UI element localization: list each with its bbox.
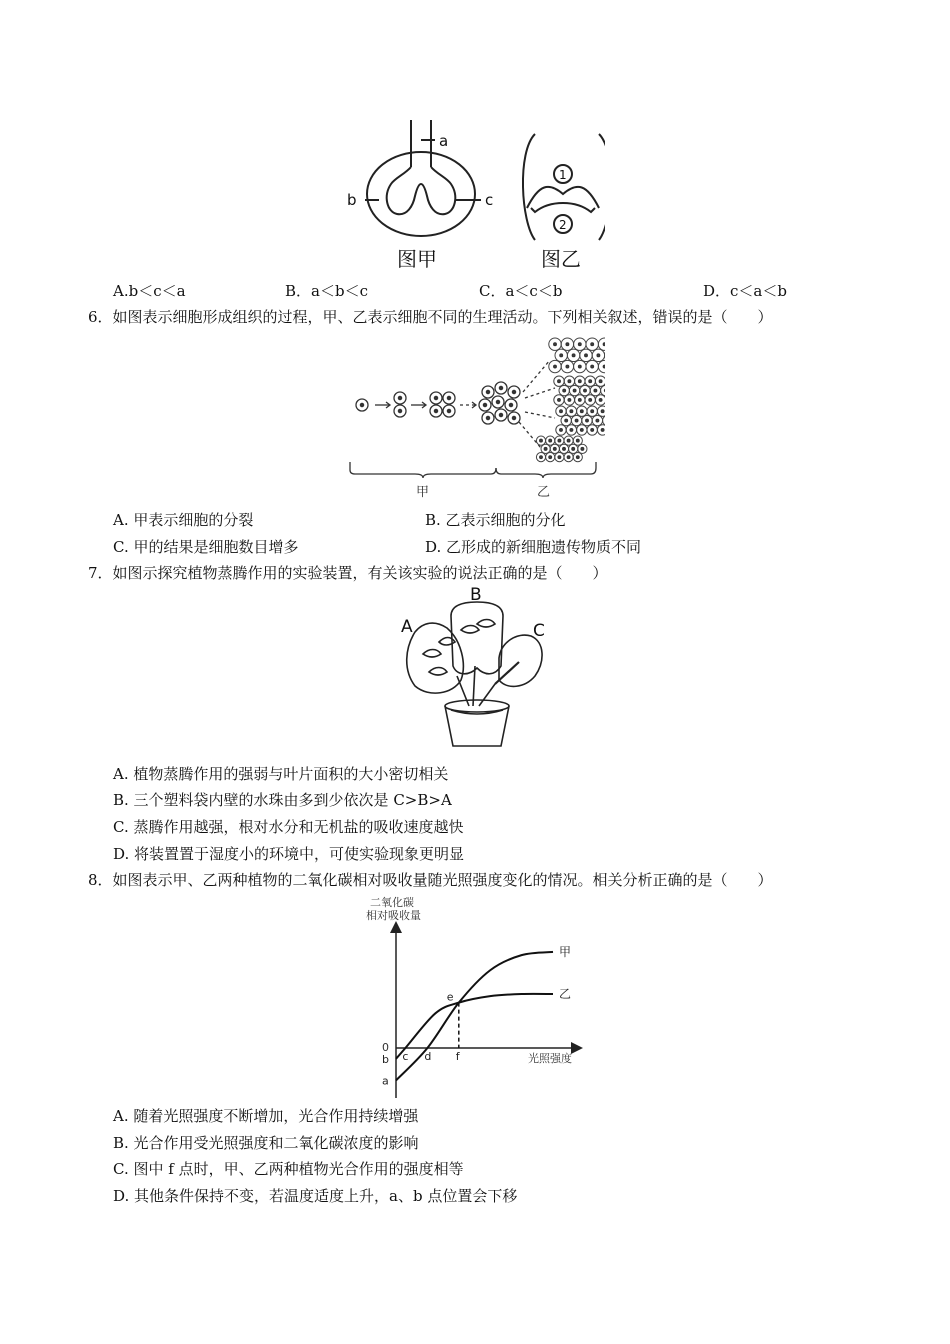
q6-option-d: D. 乙形成的新细胞遗传物质不同 xyxy=(425,538,642,556)
tissue-nucleus-icon xyxy=(596,419,599,422)
tissue-nucleus-icon xyxy=(579,399,582,402)
q7-option-c: C. 蒸腾作用越强，根对水分和无机盐的吸收速度越快 xyxy=(113,818,464,836)
tissue-nucleus-icon xyxy=(549,456,552,459)
q7-label-a: A xyxy=(401,617,413,637)
q8-option-c: C. 图中 f 点时，甲、乙两种植物光合作用的强度相等 xyxy=(113,1160,464,1178)
cell-nucleus-icon xyxy=(499,386,502,389)
cell-division-diagram xyxy=(350,338,605,478)
tissue-nucleus-icon xyxy=(599,399,602,402)
tissue-nucleus-icon xyxy=(577,439,580,442)
tissue-nucleus-icon xyxy=(589,399,592,402)
cell-nucleus-icon xyxy=(486,390,489,393)
tissue-nucleus-icon xyxy=(584,389,587,392)
tissue-nucleus-icon xyxy=(591,343,594,346)
tissue-nucleus-icon xyxy=(591,429,594,432)
q8-option-d: D. 其他条件保持不变，若温度适度上升，a、b 点位置会下移 xyxy=(113,1187,518,1205)
q7-label-c: C xyxy=(533,621,545,641)
plant-bag-diagram xyxy=(407,602,542,746)
q5-figure xyxy=(335,112,605,277)
tissue-nucleus-icon xyxy=(572,354,575,357)
q8-option-b: B. 光合作用受光照强度和二氧化碳浓度的影响 xyxy=(113,1134,419,1152)
q7-option-b: B. 三个塑料袋内壁的水珠由多到少依次是 C>B>A xyxy=(113,791,452,809)
tissue-nucleus-icon xyxy=(544,448,547,451)
tissue-nucleus-icon xyxy=(560,429,563,432)
tissue-nucleus-icon xyxy=(540,456,543,459)
chart-point-e-label: e xyxy=(446,990,454,1004)
tissue-nucleus-icon xyxy=(594,389,597,392)
tissue-nucleus-icon xyxy=(558,399,561,402)
tissue-nucleus-icon xyxy=(554,343,557,346)
tissue-nucleus-icon xyxy=(570,410,573,413)
tissue-nucleus-icon xyxy=(554,365,557,368)
tissue-nucleus-icon xyxy=(601,410,604,413)
chart-ylabel-line1: 二氧化碳 xyxy=(370,896,414,909)
cell-nucleus-icon xyxy=(486,416,489,419)
tissue-nucleus-icon xyxy=(568,380,571,383)
tissue-nucleus-icon xyxy=(558,456,561,459)
tissue-nucleus-icon xyxy=(579,343,582,346)
chart-x-tick-f: f xyxy=(455,1050,460,1063)
q5-option-d: D．c＜a＜b xyxy=(703,282,787,300)
tissue-cell-icon xyxy=(603,415,605,425)
q7-option-d: D. 将装置置于湿度小的环境中，可使实验现象更明显 xyxy=(113,845,465,863)
tissue-nucleus-icon xyxy=(591,410,594,413)
fig-yi-num-1: 1 xyxy=(559,168,567,182)
tissue-nucleus-icon xyxy=(579,380,582,383)
q6-label-jia: 甲 xyxy=(416,485,430,500)
q5-option-c: C．a＜c＜b xyxy=(479,282,563,300)
tissue-nucleus-icon xyxy=(560,410,563,413)
q6-option-b: B. 乙表示细胞的分化 xyxy=(425,511,566,529)
tissue-nucleus-icon xyxy=(591,365,594,368)
tissue-nucleus-icon xyxy=(581,448,584,451)
tissue-nucleus-icon xyxy=(585,354,588,357)
chart-origin-label: 0 xyxy=(382,1041,389,1054)
cell-nucleus-icon xyxy=(496,400,499,403)
tissue-nucleus-icon xyxy=(599,380,602,383)
q7-option-a: A. 植物蒸腾作用的强弱与叶片面积的大小密切相关 xyxy=(113,765,449,783)
fig-jia-label-b: b xyxy=(347,191,357,209)
fig-jia-label-a: a xyxy=(439,132,449,150)
tissue-nucleus-icon xyxy=(567,456,570,459)
q5-option-a: A.b＜c＜a xyxy=(113,282,186,300)
cell-nucleus-icon xyxy=(512,390,515,393)
tissue-nucleus-icon xyxy=(603,365,605,368)
chart-y-tick-b: b xyxy=(382,1052,389,1066)
fig-yi-num-2: 2 xyxy=(559,218,567,232)
tissue-nucleus-icon xyxy=(563,448,566,451)
q8-option-a: A. 随着光照强度不断增加，光合作用持续增强 xyxy=(113,1107,419,1125)
fig-jia-caption: 图甲 xyxy=(397,247,437,271)
tissue-nucleus-icon xyxy=(605,389,606,392)
q7-figure xyxy=(395,584,555,756)
chart-legend-yi: 乙 xyxy=(559,987,572,1001)
tissue-nucleus-icon xyxy=(554,448,557,451)
fig-jia-label-c: c xyxy=(485,191,494,209)
q8-stem: 8．如图表示甲、乙两种植物的二氧化碳相对吸收量随光照强度变化的情况。相关分析正确的是（ ） xyxy=(88,871,773,889)
tissue-nucleus-icon xyxy=(560,354,563,357)
cell-nucleus-icon xyxy=(509,403,512,406)
tissue-nucleus-icon xyxy=(575,419,578,422)
cell-nucleus-icon xyxy=(483,403,486,406)
tissue-nucleus-icon xyxy=(558,380,561,383)
tissue-nucleus-icon xyxy=(566,343,569,346)
tissue-nucleus-icon xyxy=(573,389,576,392)
q6-label-yi: 乙 xyxy=(537,485,551,500)
tissue-nucleus-icon xyxy=(586,419,589,422)
q8-chart xyxy=(358,894,590,1102)
tissue-nucleus-icon xyxy=(581,429,584,432)
q6-option-c: C. 甲的结果是细胞数目增多 xyxy=(113,538,299,556)
tissue-nucleus-icon xyxy=(601,429,604,432)
chart-xlabel: 光照强度 xyxy=(528,1052,572,1065)
tissue-nucleus-icon xyxy=(581,410,584,413)
chart-legend-jia: 甲 xyxy=(559,944,572,959)
q6-figure xyxy=(345,330,605,502)
figure-jia xyxy=(365,120,481,236)
tissue-nucleus-icon xyxy=(603,343,605,346)
q7-stem: 7．如图示探究植物蒸腾作用的实验装置，有关该实验的说法正确的是（ ） xyxy=(88,564,608,582)
tissue-nucleus-icon xyxy=(577,456,580,459)
tissue-nucleus-icon xyxy=(565,419,568,422)
fig-yi-caption: 图乙 xyxy=(541,247,581,271)
tissue-nucleus-icon xyxy=(597,354,600,357)
tissue-nucleus-icon xyxy=(579,365,582,368)
cell-nucleus-icon xyxy=(499,413,502,416)
q6-stem: 6．如图表示细胞形成组织的过程，甲、乙表示细胞不同的生理活动。下列相关叙述，错误的是（ ） xyxy=(88,308,773,326)
tissue-nucleus-icon xyxy=(563,389,566,392)
chart-x-tick-c: c xyxy=(402,1050,409,1063)
q5-option-b: B．a＜b＜c xyxy=(285,282,368,300)
tissue-nucleus-icon xyxy=(568,399,571,402)
tissue-nucleus-icon xyxy=(558,439,561,442)
tissue-nucleus-icon xyxy=(570,429,573,432)
tissue-nucleus-icon xyxy=(589,380,592,383)
chart-series-line-yi xyxy=(396,994,553,1059)
tissue-nucleus-icon xyxy=(572,448,575,451)
tissue-nucleus-icon xyxy=(567,439,570,442)
chart-x-tick-d: d xyxy=(424,1050,432,1063)
tissue-nucleus-icon xyxy=(540,439,543,442)
tissue-nucleus-icon xyxy=(566,365,569,368)
q7-label-b: B xyxy=(470,585,482,605)
chart-ylabel-line2: 相对吸收量 xyxy=(366,909,421,922)
chart-y-tick-a: a xyxy=(382,1074,389,1088)
q6-option-a: A. 甲表示细胞的分裂 xyxy=(113,511,254,529)
tissue-nucleus-icon xyxy=(549,439,552,442)
cell-nucleus-icon xyxy=(512,416,515,419)
